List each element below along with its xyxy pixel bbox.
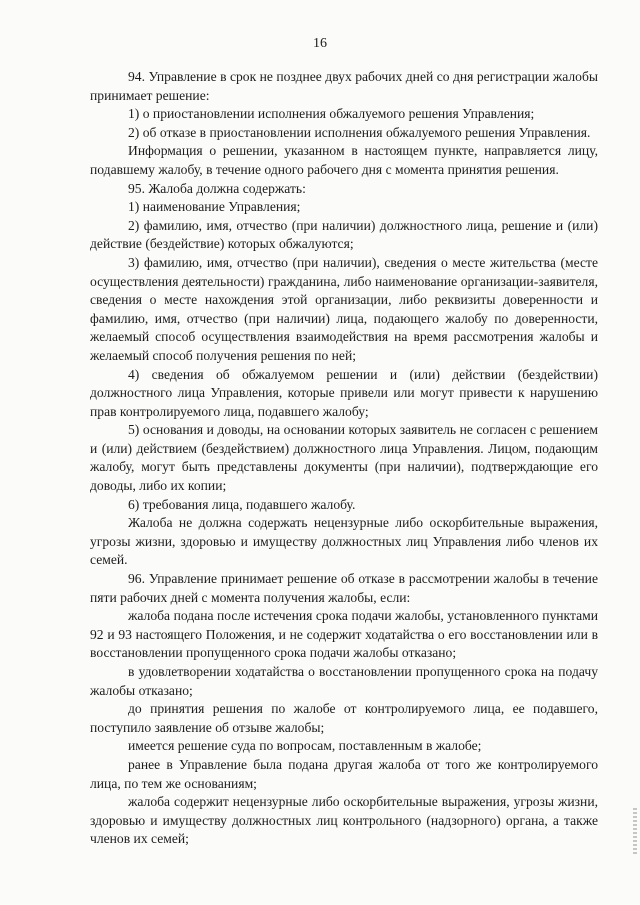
paragraph-96-reason-2: в удовлетворении ходатайства о восстановлении пропущенного срока на подачу жалобы отказано; (90, 664, 598, 698)
paragraph-94-item-2: 2) об отказе в приостановлении исполнения обжалуемого решения Управления. (128, 124, 591, 140)
paragraph-96-reason-4: имеется решение суда по вопросам, поставленным в жалобе; (128, 738, 482, 754)
page-number: 16 (313, 36, 327, 51)
paragraph-95-item-3: 3) фамилию, имя, отчество (при наличии), сведения о месте жительства (месте осуществления деятельности) гражданина, либо наименование организации-заявителя, сведения о месте нахождения этой организации, либо реквизиты доверенности и фамилию, имя, отчество (при наличии) лица, подающего жалобу по доверенности, желаемый способ осуществления взаимодействия на время рассмотрения жалобы и желаемый способ получения решения по ней; (90, 254, 598, 363)
paragraph-96-reason-3: до принятия решения по жалобе от контролируемого лица, ее подавшего, поступило заявление об отзыве жалобы; (90, 701, 598, 735)
paragraph-94-item-1: 1) о приостановлении исполнения обжалуемого решения Управления; (128, 106, 535, 122)
document-body (90, 68, 598, 849)
paragraph-95-item-6: 6) требования лица, подавшего жалобу. (128, 496, 356, 512)
scan-edge-mark (633, 808, 637, 854)
paragraph-96-reason-6: жалоба содержит нецензурные либо оскорбительные выражения, угрозы жизни, здоровью и имуществу должностных лиц контрольного (надзорного) органа, а также членов их семей; (90, 794, 598, 847)
paragraph-96-reason-5: ранее в Управление была подана другая жалоба от того же контролируемого лица, по тем же основаниям; (90, 756, 598, 791)
paragraph-96-intro: 96. Управление принимает решение об отказе в рассмотрении жалобы в течение пяти рабочих дней с момента получения жалобы, если: (90, 571, 598, 605)
paragraph-95-item-5: 5) основания и доводы, на основании которых заявитель не согласен с решением и (или) действием (бездействием) должностного лица Управления. Лицом, подающим жалобу, могут быть представлены документы (при наличии), подтверждающие его доводы, либо их копии; (90, 422, 598, 494)
paragraph-96-reason-1: жалоба подана после истечения срока подачи жалобы, установленного пунктами 92 и 93 настоящего Положения, и не содержит ходатайства о его восстановлении или в восстановлении пропущенного срока подачи жалобы отказано; (90, 608, 598, 661)
paragraph-95-item-2: 2) фамилию, имя, отчество (при наличии) должностного лица, решение и (или) действие (бездействие) которых обжалуются; (90, 217, 598, 252)
paragraph-94-info: Информация о решении, указанном в настоящем пункте, направляется лицу, подавшему жалобу, в течение одного рабочего дня с момента принятия решения. (90, 143, 598, 177)
paragraph-95-item-1: 1) наименование Управления; (128, 199, 301, 215)
paragraph-95-restriction: Жалоба не должна содержать нецензурные либо оскорбительные выражения, угрозы жизни, здоровью и имуществу должностных лиц Управления либо членов их семей. (90, 515, 598, 568)
paragraph-95-item-4: 4) сведения об обжалуемом решении и (или) действии (бездействии) должностного лица Управления, которые привели или могут привести к нарушению прав контролируемого лица, подавшего жалобу; (90, 366, 598, 419)
paragraph-95-intro: 95. Жалоба должна содержать: (128, 180, 306, 196)
paragraph-94-intro: 94. Управление в срок не позднее двух рабочих дней со дня регистрации жалобы принимает решение: (90, 69, 598, 103)
